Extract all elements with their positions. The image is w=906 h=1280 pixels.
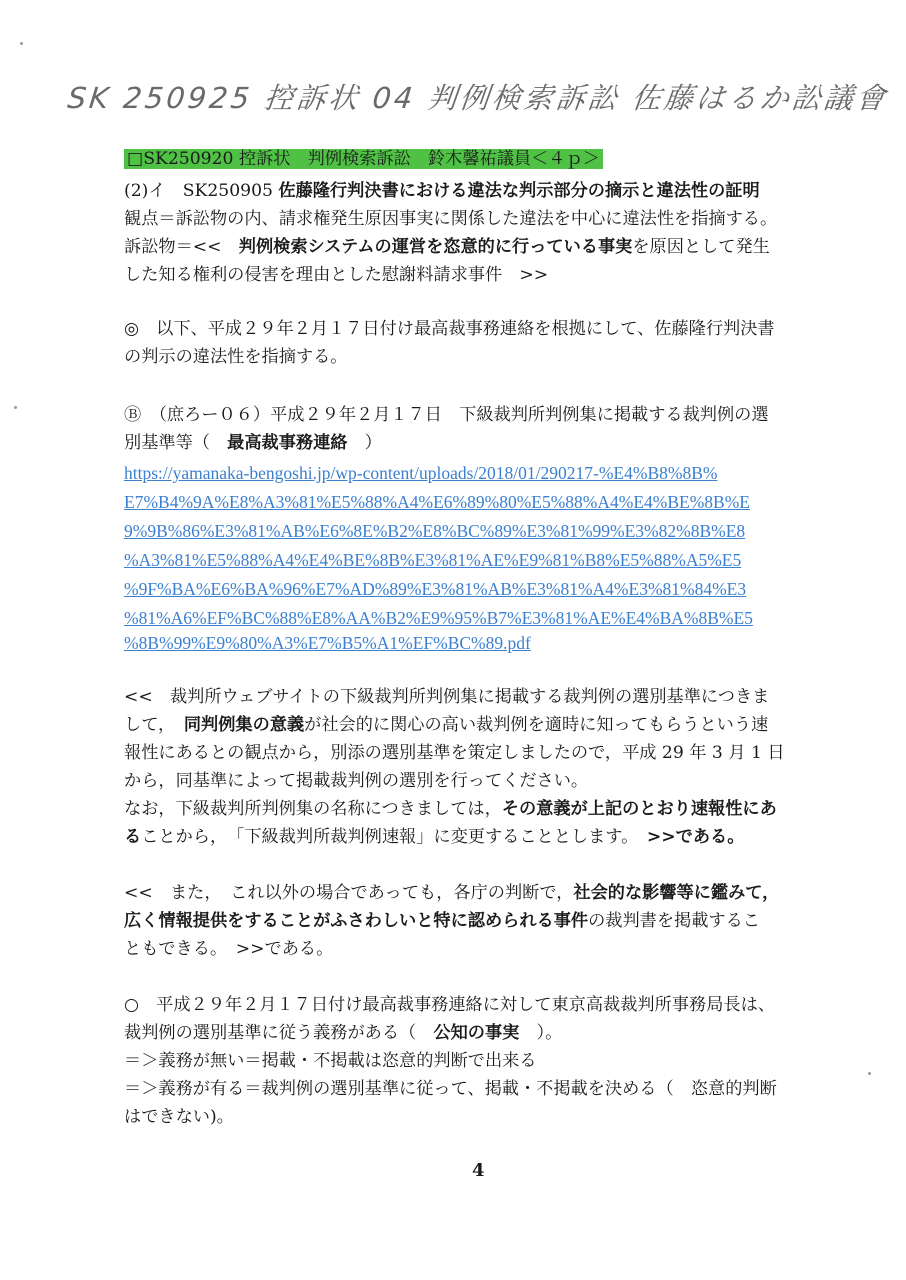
- page-number: 4: [472, 1160, 485, 1181]
- text-span: 裁判例の選別基準に従う義務がある（: [124, 1023, 434, 1043]
- bold-span: その意義が上記のとおり速報性にあ: [501, 799, 777, 819]
- text-line: の判示の違法性を指摘する。: [124, 347, 348, 367]
- bold-span: 社会的な影響等に鑑みて，: [573, 883, 780, 903]
- scan-speck: [868, 1072, 871, 1075]
- scan-speck: [14, 406, 17, 409]
- text-span: ことから， 「下級裁判所裁判例速報」に変更することとします。: [141, 827, 647, 847]
- quote-line: [124, 882, 779, 905]
- bold-span: 最高裁事務連絡: [227, 433, 348, 453]
- bold-span: 公知の事実: [433, 1023, 520, 1043]
- section-number: (2)イ SK250905: [124, 181, 273, 201]
- text-line: ○ 平成２９年２月１７日付け最高裁事務連絡に対して東京高裁裁判所事務局長は、: [124, 995, 775, 1015]
- bold-span: 判例検索システムの運営を恣意的に行っている事実: [238, 237, 633, 257]
- quote-line: から，同基準によって掲載裁判例の選別を行ってください。: [124, 771, 589, 791]
- quote-line: 報性にあるとの観点から，別添の選別基準を策定しましたので，平成 29 年 3 月 1 日: [124, 743, 785, 763]
- bold-span: る: [124, 827, 142, 847]
- text-span: 別基準等（: [124, 433, 228, 453]
- text-span: を原因として発生: [632, 237, 770, 257]
- quote-line: [124, 826, 744, 849]
- url-link-line[interactable]: 9%9B%86%E3%81%AB%E6%8E%B2%E8%BC%89%E3%81%99%E3%82%8B%E8: [124, 521, 746, 541]
- bold-span: >>である。: [646, 827, 745, 847]
- text-line: Ⓑ （庶ろー０６）平成２９年２月１７日 下級裁判所判例集に掲載する裁判例の選: [124, 405, 769, 425]
- quote-line: [124, 798, 777, 821]
- highlighted-heading: □SK250920 控訴状 判例検索訴訟 鈴木馨祐議員＜４ｐ＞: [124, 149, 603, 169]
- text-span: して，: [124, 715, 184, 735]
- section-heading: 佐藤隆行判決書における違法な判示部分の摘示と違法性の証明: [278, 181, 760, 201]
- text-span: の裁判書を掲載するこ: [588, 911, 760, 931]
- text-line: した知る権利の侵害を理由とした慰謝料請求事件 >>: [124, 265, 549, 285]
- url-link-line[interactable]: %A3%81%E5%88%A4%E4%BE%8B%E3%81%AE%E9%81%B8%E5%88%A5%E5: [124, 550, 742, 570]
- text-line: ＝＞義務が無い＝掲載・不掲載は恣意的判断で出来る: [124, 1051, 537, 1071]
- text-line: ＝＞義務が有る＝裁判例の選別基準に従って、掲載・不掲載を決める（ 恣意的判断: [124, 1079, 777, 1099]
- bold-span: 広く情報提供をすることがふさわしいと特に認められる事件: [124, 911, 589, 931]
- section-title: [124, 180, 760, 203]
- text-line: [124, 432, 382, 455]
- text-span: なお，下級裁判所判例集の名称につきましては，: [124, 799, 502, 819]
- heading-line: [124, 148, 603, 171]
- text-span: ）: [347, 433, 382, 453]
- text-span: ）。: [519, 1023, 563, 1043]
- text-span: << また， これ以外の場合であっても，各庁の判断で，: [124, 883, 574, 903]
- text-line: 観点＝訴訟物の内、請求権発生原因事実に関係した違法を中心に違法性を指摘する。: [124, 209, 778, 229]
- text-span: が社会的に関心の高い裁判例を適時に知ってもらうという速: [304, 715, 769, 735]
- handwritten-title: SK 250925 控訴状 04 判例検索訴訟 佐藤はるか訟議會: [66, 81, 890, 115]
- text-line: [124, 1022, 562, 1045]
- url-link-line[interactable]: %81%A6%EF%BC%88%E8%AA%B2%E9%95%B7%E3%81%AE%E4%BA%8B%E5: [124, 608, 753, 628]
- quote-line: [124, 910, 760, 933]
- url-link-line[interactable]: %8B%99%E9%80%A3%E7%B5%A1%EF%BC%89.pdf: [124, 633, 531, 653]
- text-line: はできない)。: [124, 1107, 234, 1127]
- text-span: 訴訟物＝<<: [124, 237, 239, 257]
- quote-line: << 裁判所ウェブサイトの下級裁判所判例集に掲載する裁判例の選別基準につきま: [124, 687, 770, 707]
- scan-speck: [20, 42, 23, 45]
- url-link-line[interactable]: https://yamanaka-bengoshi.jp/wp-content/uploads/2018/01/290217-%E4%B8%8B%: [124, 463, 718, 483]
- url-link-line[interactable]: E7%B4%9A%E8%A3%81%E5%88%A4%E6%89%80%E5%88%A4%E4%BE%8B%E: [124, 492, 750, 512]
- text-line: ◎ 以下、平成２９年２月１７日付け最高裁事務連絡を根拠にして、佐藤隆行判決書: [124, 319, 775, 339]
- url-link-line[interactable]: %9F%BA%E6%BA%96%E7%AD%89%E3%81%AB%E3%81%A4%E3%81%84%E3: [124, 579, 747, 599]
- text-line: [124, 236, 770, 259]
- quote-line: [124, 714, 768, 737]
- quote-line: ともできる。 >>である。: [124, 939, 334, 959]
- bold-span: 同判例集の意義: [183, 715, 305, 735]
